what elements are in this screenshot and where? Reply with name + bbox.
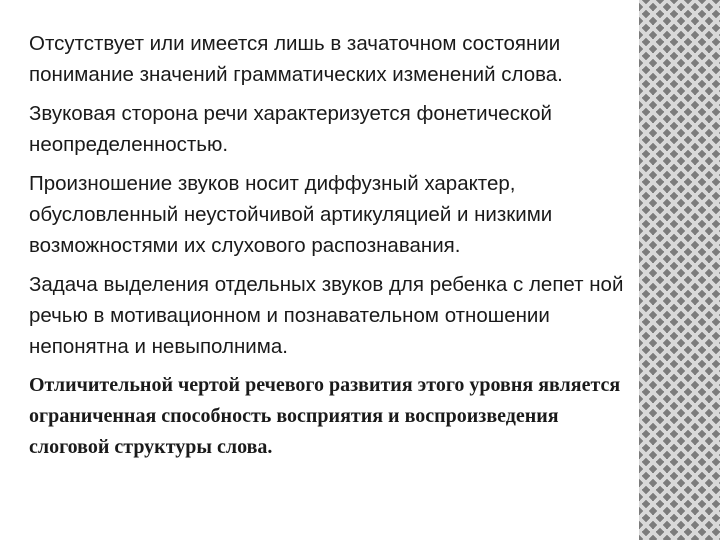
slide-body [29,28,629,471]
paragraph-pronunciation: Произношение звуков носит диффузный характер, обусловленный неустойчивой артикуляцией и низкими возможностями их слухового распознавания. [29,172,553,257]
paragraph-sound-isolation: Задача выделения отдельных звуков для ребенка с лепет ной речью в мотивационном и познавательном отношении непонятна и невыполнима. [29,273,624,358]
side-pattern-decoration [639,0,720,540]
paragraph-syllable-structure: Отличительной чертой речевого развития этого уровня является ограниченная способность восприятия и воспроизведения слоговой структуры слова. [29,374,621,458]
paragraph-grammar: Отсутствует или имеется лишь в зачаточном состоянии понимание значений грамматических изменений слова. [29,32,563,86]
paragraph-phonetics: Звуковая сторона речи характеризуется фонетической неопределенностью. [29,102,552,156]
